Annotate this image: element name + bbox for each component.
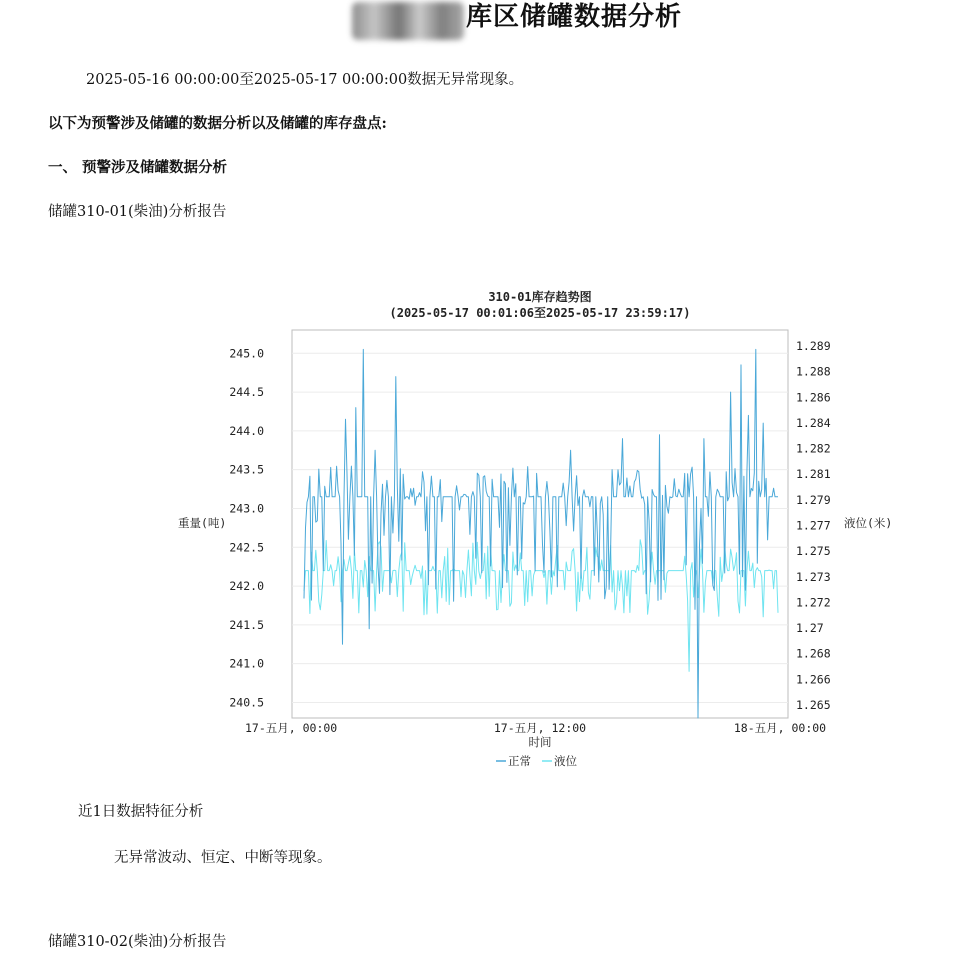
right-tick-label: 1.289 <box>796 339 831 353</box>
legend-label-normal: 正常 <box>508 754 531 768</box>
right-tick-label: 1.275 <box>796 544 831 559</box>
lead-text: 以下为预警涉及储罐的数据分析以及储罐的库存盘点: <box>48 115 387 132</box>
tank1-heading: 储罐310-01(柴油)分析报告 <box>48 204 227 220</box>
chart-title: 310-01库存趋势图 <box>488 290 592 304</box>
inventory-trend-chart <box>160 280 893 780</box>
right-tick-label: 1.273 <box>796 569 831 584</box>
page-title: 库区储罐数据分析 <box>466 2 683 32</box>
right-axis-ticks <box>796 339 831 712</box>
left-tick-label: 245.0 <box>229 346 264 361</box>
left-tick-label: 244.0 <box>229 423 264 438</box>
right-tick-label: 1.27 <box>796 621 824 636</box>
left-tick-label: 242.5 <box>229 540 264 555</box>
right-tick-label: 1.282 <box>796 441 831 456</box>
right-tick-label: 1.277 <box>796 518 831 533</box>
left-tick-label: 240.5 <box>229 695 264 710</box>
right-axis-label: 液位(米) <box>844 516 893 530</box>
right-tick-label: 1.284 <box>796 415 831 430</box>
chart-subtitle: (2025-05-17 00:01:06至2025-05-17 23:59:17) <box>389 306 691 320</box>
right-tick-label: 1.286 <box>796 390 831 405</box>
left-axis-ticks <box>229 346 264 709</box>
left-tick-label: 241.5 <box>229 617 264 632</box>
right-tick-label: 1.272 <box>796 595 831 610</box>
right-tick-label: 1.266 <box>796 672 831 687</box>
right-tick-label: 1.268 <box>796 646 831 661</box>
redacted-company-name <box>352 2 464 40</box>
left-tick-label: 244.5 <box>229 385 264 400</box>
left-tick-label: 242.0 <box>229 579 264 594</box>
left-axis-label: 重量(吨) <box>178 516 227 530</box>
left-tick-label: 241.0 <box>229 656 264 671</box>
analysis-heading: 近1日数据特征分析 <box>78 804 204 820</box>
right-tick-label: 1.279 <box>796 492 831 507</box>
analysis-result: 无异常波动、恒定、中断等现象。 <box>114 850 332 866</box>
section-heading: 一、 预警涉及储罐数据分析 <box>48 159 228 176</box>
left-tick-label: 243.0 <box>229 501 264 516</box>
legend <box>496 754 577 768</box>
summary-text: 2025-05-16 00:00:00至2025-05-17 00:00:00数据无异常现象。 <box>86 72 524 88</box>
x-tick-label: 18-五月, 00:00 <box>733 721 827 735</box>
left-tick-label: 243.5 <box>229 462 264 477</box>
right-tick-label: 1.288 <box>796 364 831 379</box>
right-tick-label: 1.265 <box>796 698 831 712</box>
legend-label-level: 液位 <box>554 754 577 768</box>
x-tick-label: 17-五月, 00:00 <box>245 721 338 735</box>
plot-area <box>292 330 788 718</box>
tank2-heading: 储罐310-02(柴油)分析报告 <box>48 934 227 950</box>
right-tick-label: 1.281 <box>796 467 831 482</box>
x-tick-label: 17-五月, 12:00 <box>493 721 587 735</box>
x-axis-ticks <box>245 721 826 735</box>
x-axis-label: 时间 <box>528 735 552 749</box>
